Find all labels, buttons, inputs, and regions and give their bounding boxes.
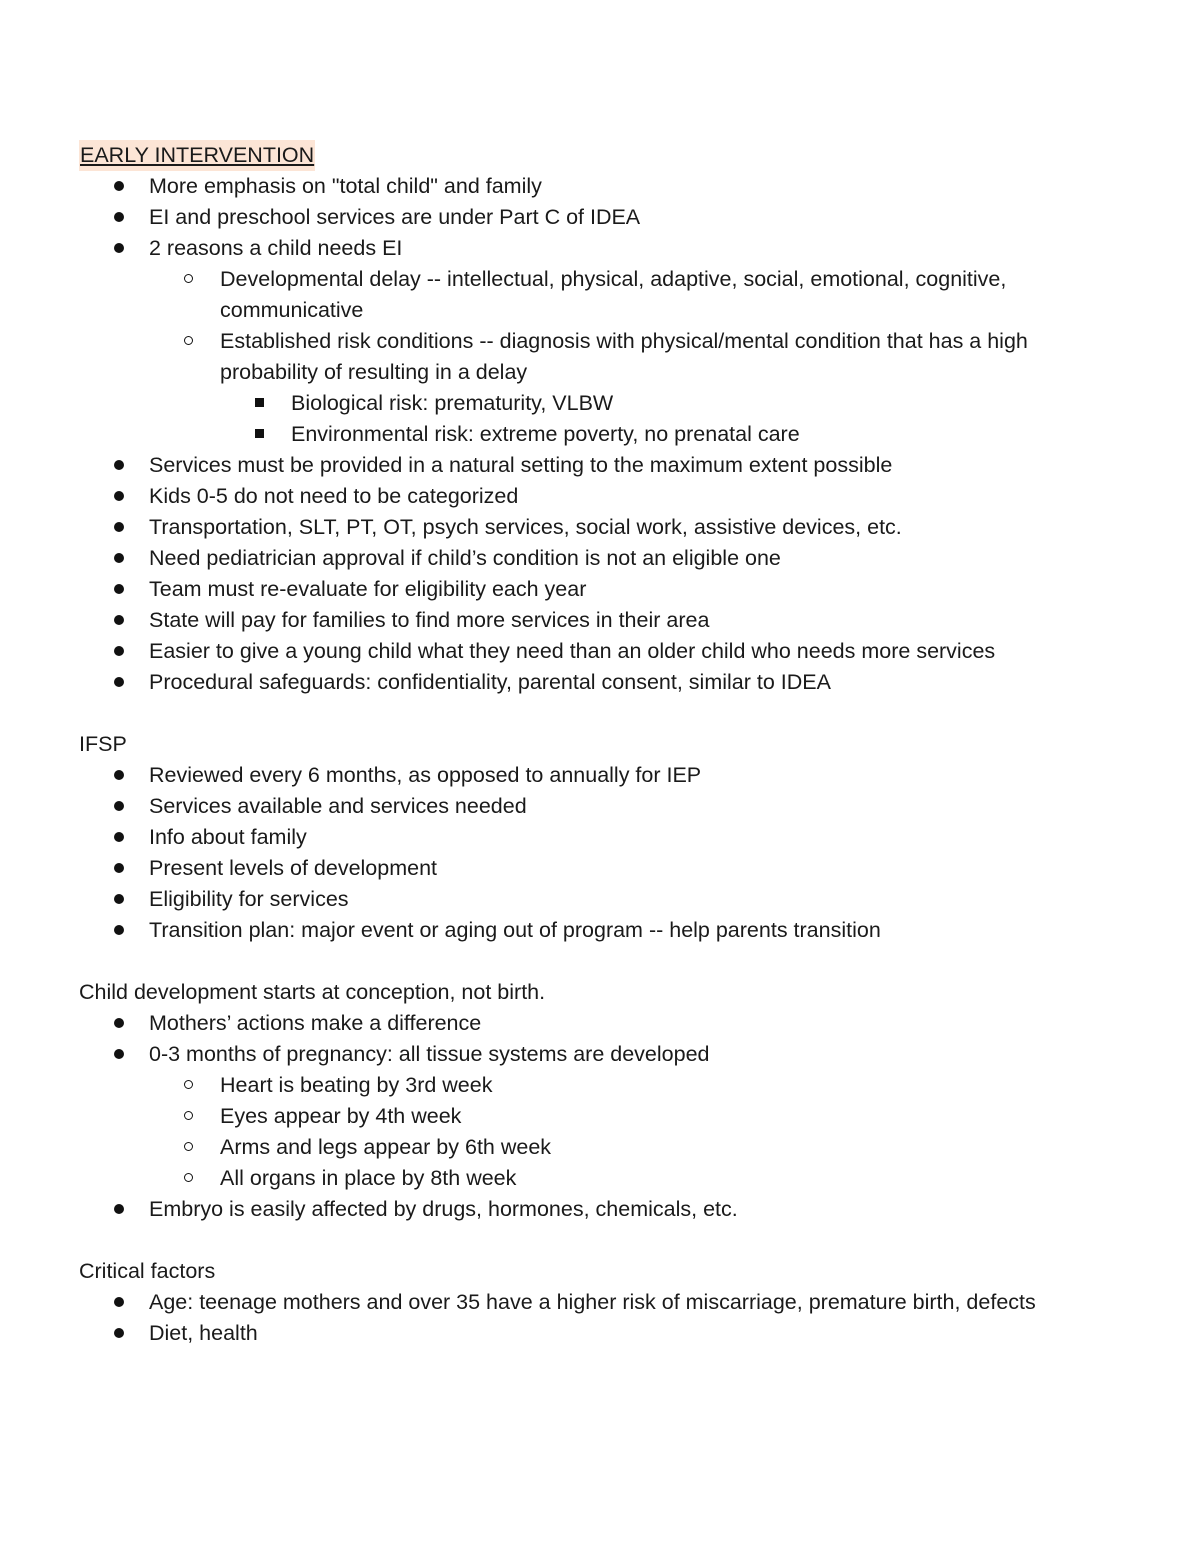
list-item: Transportation, SLT, PT, OT, psych services, social work, assistive devices, etc.: [79, 512, 1129, 543]
list-item: 0-3 months of pregnancy: all tissue systems are developed: [79, 1039, 1129, 1070]
bullet-dot-icon: [114, 760, 124, 791]
bullet-dot-icon: [114, 481, 124, 512]
list-item: Kids 0-5 do not need to be categorized: [79, 481, 1129, 512]
bullet-square-icon: [255, 419, 264, 450]
list-item: Diet, health: [79, 1318, 1129, 1349]
list-item: Established risk conditions -- diagnosis with physical/mental condition that has a high probability of resulting in a delay: [79, 326, 1129, 388]
list-item: Heart is beating by 3rd week: [79, 1070, 1129, 1101]
list-item: Info about family: [79, 822, 1129, 853]
bullet-dot-icon: [114, 1287, 124, 1318]
bullet-dot-icon: [114, 512, 124, 543]
list-item: Mothers’ actions make a difference: [79, 1008, 1129, 1039]
bullet-dot-icon: [114, 636, 124, 667]
bullet-dot-icon: [114, 574, 124, 605]
bullet-dot-icon: [114, 884, 124, 915]
list-item: EI and preschool services are under Part C of IDEA: [79, 202, 1129, 233]
bullet-dot-icon: [114, 233, 124, 264]
list-item: Biological risk: prematurity, VLBW: [79, 388, 1129, 419]
list-item: Procedural safeguards: confidentiality, parental consent, similar to IDEA: [79, 667, 1129, 698]
section-child-development: [79, 977, 1129, 1225]
list-item: Arms and legs appear by 6th week: [79, 1132, 1129, 1163]
list-item: Services must be provided in a natural setting to the maximum extent possible: [79, 450, 1129, 481]
list-item: Team must re-evaluate for eligibility each year: [79, 574, 1129, 605]
bullet-square-icon: [255, 388, 264, 419]
list-item: 2 reasons a child needs EI: [79, 233, 1129, 264]
section-title-critical-factors: Critical factors: [79, 1259, 216, 1283]
blank-line: [79, 946, 1129, 977]
bullet-list: [79, 1287, 1129, 1349]
bullet-circle-icon: [184, 264, 193, 295]
bullet-list: [79, 1008, 1129, 1225]
bullet-list: [79, 760, 1129, 946]
bullet-dot-icon: [114, 915, 124, 946]
list-item: Transition plan: major event or aging out of program -- help parents transition: [79, 915, 1129, 946]
list-item: Easier to give a young child what they need than an older child who needs more services: [79, 636, 1129, 667]
bullet-circle-icon: [184, 1101, 193, 1132]
list-item: State will pay for families to find more services in their area: [79, 605, 1129, 636]
list-item: Environmental risk: extreme poverty, no prenatal care: [79, 419, 1129, 450]
bullet-dot-icon: [114, 543, 124, 574]
bullet-dot-icon: [114, 450, 124, 481]
list-item: All organs in place by 8th week: [79, 1163, 1129, 1194]
list-item: Embryo is easily affected by drugs, hormones, chemicals, etc.: [79, 1194, 1129, 1225]
bullet-circle-icon: [184, 1163, 193, 1194]
section-early-intervention: [79, 140, 1129, 698]
list-item: Eligibility for services: [79, 884, 1129, 915]
section-title-child-development: Child development starts at conception, not birth.: [79, 980, 546, 1004]
bullet-dot-icon: [114, 791, 124, 822]
bullet-dot-icon: [114, 822, 124, 853]
bullet-circle-icon: [184, 1070, 193, 1101]
document-page: [79, 140, 1129, 1349]
list-item: Present levels of development: [79, 853, 1129, 884]
list-item: Eyes appear by 4th week: [79, 1101, 1129, 1132]
bullet-circle-icon: [184, 326, 193, 357]
section-ifsp: [79, 729, 1129, 946]
bullet-dot-icon: [114, 605, 124, 636]
blank-line: [79, 1225, 1129, 1256]
section-title-early-intervention: EARLY INTERVENTION: [79, 140, 315, 171]
blank-line: [79, 698, 1129, 729]
list-item: Services available and services needed: [79, 791, 1129, 822]
bullet-dot-icon: [114, 667, 124, 698]
bullet-dot-icon: [114, 171, 124, 202]
bullet-dot-icon: [114, 1194, 124, 1225]
bullet-circle-icon: [184, 1132, 193, 1163]
list-item: Developmental delay -- intellectual, physical, adaptive, social, emotional, cognitive, communicative: [79, 264, 1129, 326]
section-critical-factors: [79, 1256, 1129, 1349]
list-item: More emphasis on "total child" and family: [79, 171, 1129, 202]
bullet-list: [79, 171, 1129, 698]
bullet-dot-icon: [114, 1008, 124, 1039]
list-item: Need pediatrician approval if child’s condition is not an eligible one: [79, 543, 1129, 574]
list-item: Age: teenage mothers and over 35 have a higher risk of miscarriage, premature birth, defects: [79, 1287, 1129, 1318]
bullet-dot-icon: [114, 1318, 124, 1349]
list-item: Reviewed every 6 months, as opposed to annually for IEP: [79, 760, 1129, 791]
bullet-dot-icon: [114, 853, 124, 884]
bullet-dot-icon: [114, 202, 124, 233]
bullet-dot-icon: [114, 1039, 124, 1070]
section-title-ifsp: IFSP: [79, 732, 127, 756]
